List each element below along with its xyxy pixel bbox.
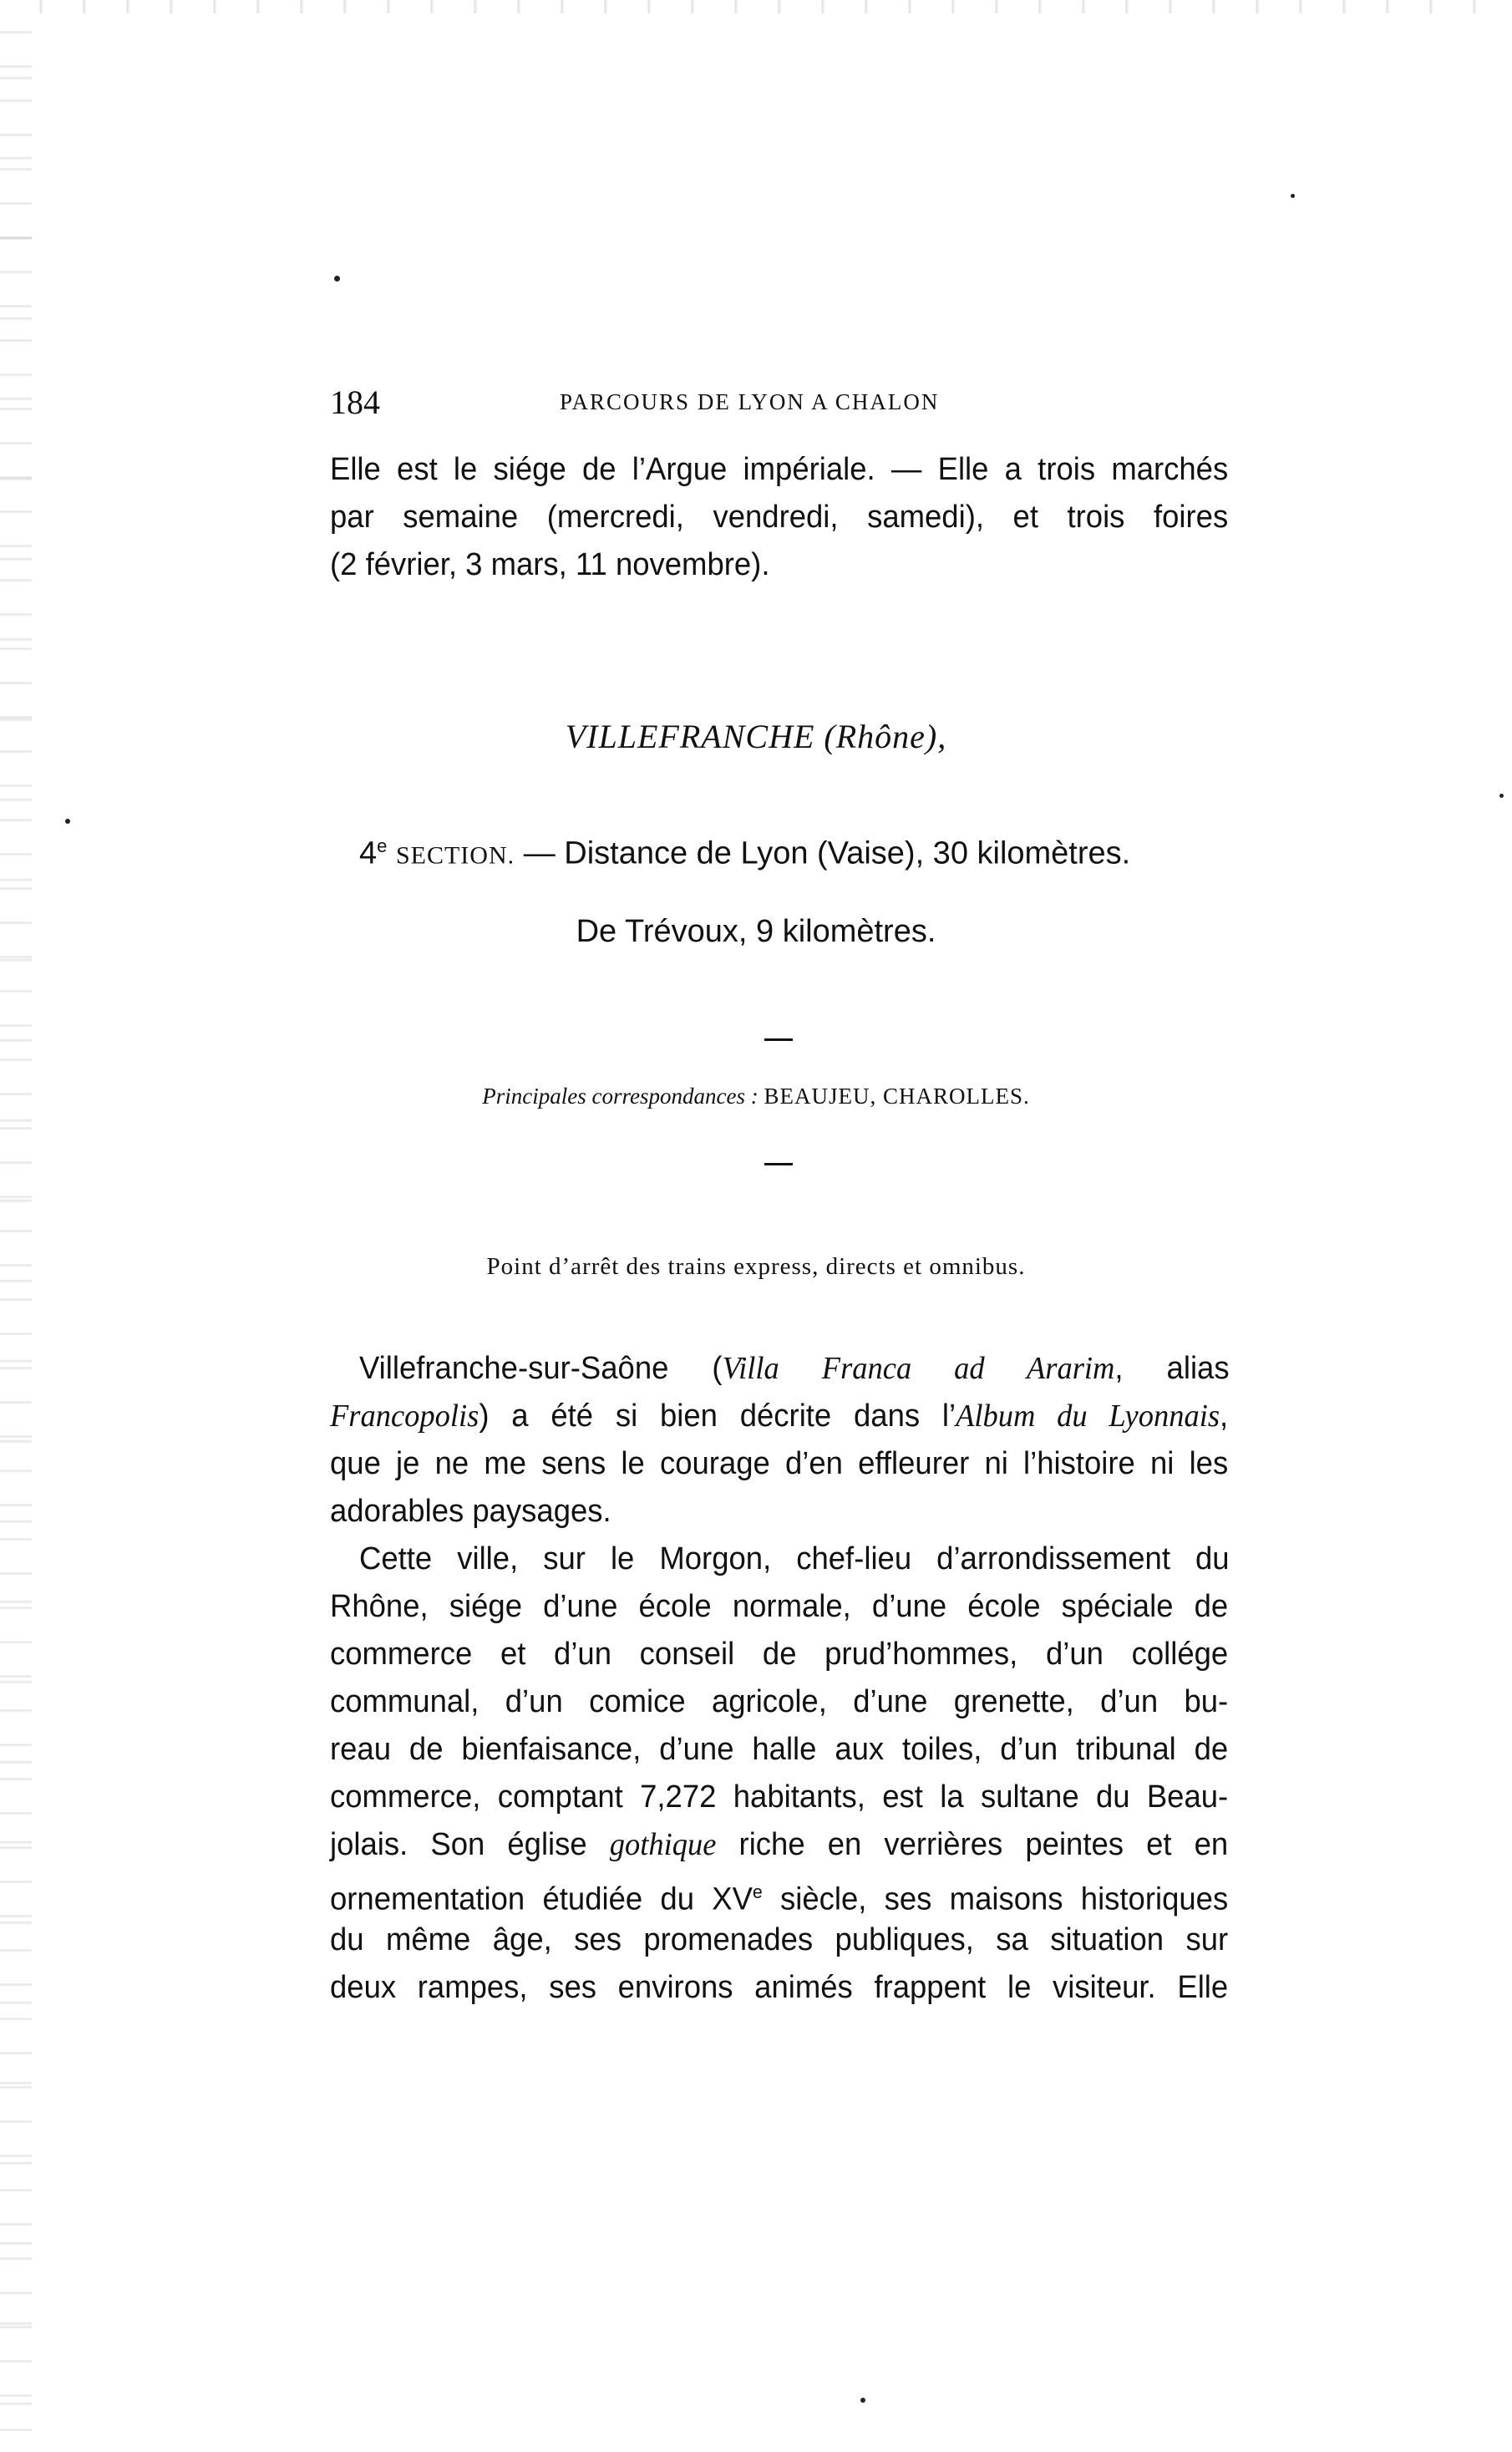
text-run: ornementation étudiée du XV	[330, 1881, 753, 1917]
latin-name: Villa Franca ad Ararim	[722, 1351, 1115, 1386]
scan-speck	[1499, 794, 1504, 798]
body-p2-line-4: communal, d’un comice agricole, d’une grenette, d’un bu-	[330, 1684, 1229, 1719]
body-p2-line-5: reau de bienfaisance, d’une halle aux toiles, d’un tribunal de	[330, 1732, 1229, 1767]
section-line	[359, 835, 1130, 872]
section-sup: e	[377, 835, 388, 856]
latin-name: Francopolis	[330, 1399, 479, 1434]
body-p2-line-10: deux rampes, ses environs animés frappent le visiteur. Elle	[330, 1970, 1229, 2005]
text-run: riche en verrières peintes et en	[716, 1827, 1229, 1862]
scan-speck	[860, 2398, 865, 2403]
distance-trevoux: De Trévoux, 9 kilomètres.	[576, 914, 936, 949]
intro-line-3: (2 février, 3 mars, 11 novembre).	[330, 547, 770, 582]
correspondances-line	[0, 1084, 1512, 1109]
book-title: Album du Lyonnais	[956, 1399, 1220, 1434]
correspondances-label: Principales correspondances :	[482, 1084, 759, 1109]
text-run: jolais. Son église	[330, 1827, 610, 1862]
century-sup: e	[752, 1881, 763, 1902]
stop-note: Point d’arrêt des trains express, directs et omnibus.	[486, 1253, 1026, 1280]
scan-speck	[65, 819, 70, 824]
body-p1-line-4: adorables paysages.	[330, 1494, 611, 1529]
body-p2-line-6: commerce, comptant 7,272 habitants, est la sultane du Beau-	[330, 1779, 1229, 1815]
section-label: SECTION.	[395, 841, 515, 870]
body-p2-line-7	[330, 1824, 1228, 1866]
separator-dash	[764, 1163, 793, 1165]
scan-edge-noise	[0, 0, 32, 2452]
intro-line-2: par semaine (mercredi, vendredi, samedi), et trois foires	[330, 500, 1229, 535]
section-number: 4	[359, 835, 378, 871]
text-run: Villefranche-sur-Saône (	[359, 1351, 723, 1386]
running-head	[330, 383, 1174, 424]
station-name: VILLEFRANCHE	[565, 718, 815, 755]
body-p2-line-8	[330, 1871, 1228, 1921]
body-p2-line-1: Cette ville, sur le Morgon, chef-lieu d’arrondissement du	[359, 1541, 1230, 1576]
emphasis: gothique	[609, 1827, 717, 1862]
body-p2-line-3: commerce et d’un conseil de prud’hommes, d’un collége	[330, 1637, 1229, 1672]
station-heading	[0, 717, 1512, 756]
station-region: (Rhône),	[824, 718, 947, 755]
intro-line-1: Elle est le siége de l’Argue impériale. — Elle a trois marchés	[330, 452, 1229, 487]
text-run: ,	[1220, 1399, 1229, 1434]
distance-lyon: — Distance de Lyon (Vaise), 30 kilomètres.	[523, 835, 1131, 871]
body-p1-line-1	[359, 1348, 1230, 1389]
text-run: ) a été si bien décrite dans l’	[479, 1399, 956, 1434]
running-title: PARCOURS DE LYON A CHALON	[560, 389, 940, 414]
text-run: siècle, ses maisons historiques	[762, 1881, 1229, 1917]
scan-top-noise	[0, 0, 1512, 13]
scan-speck	[1291, 194, 1295, 198]
body-p1-line-3: que je ne me sens le courage d’en effleurer ni l’histoire ni les	[330, 1446, 1229, 1481]
scan-speck	[334, 276, 340, 282]
correspondances-places: BEAUJEU, CHAROLLES.	[764, 1084, 1030, 1109]
page-number: 184	[330, 383, 380, 421]
separator-dash	[764, 1038, 793, 1041]
body-p1-line-2	[330, 1395, 1228, 1437]
text-run: , alias	[1114, 1351, 1230, 1386]
body-p2-line-9: du même âge, ses promenades publiques, sa situation sur	[330, 1922, 1229, 1957]
body-p2-line-2: Rhône, siége d’une école normale, d’une école spéciale de	[330, 1589, 1229, 1624]
